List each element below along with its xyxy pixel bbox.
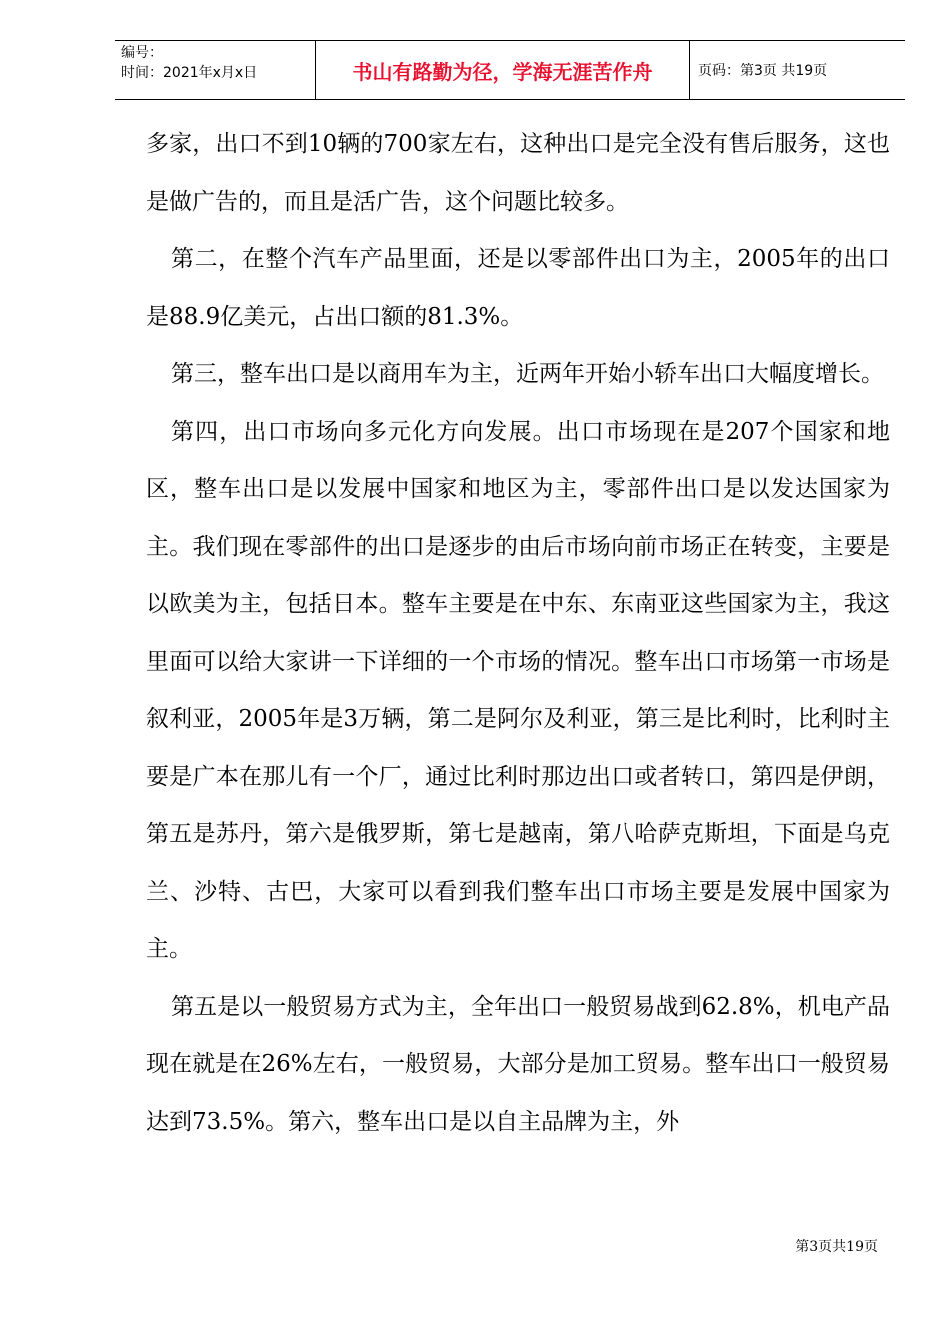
paragraph-continued: 多家，出口不到10辆的700家左右，这种出口是完全没有售后服务，这也是做广告的，而且是活广告，这个问题比较多。 (146, 131, 890, 215)
document-time-label: 时间：2021年x月x日 (121, 65, 258, 81)
paragraph-fourth: 第四，出口市场向多元化方向发展。出口市场现在是207个国家和地区，整车出口是以发展中国家和地区为主，零部件出口是以发达国家为主。我们现在零部件的出口是逐步的由后市场向前市场正在转变，主要是以欧美为主，包括日本。整车主要是在中东、东南亚这些国家为主，我这里面可以给大家讲一下详细的一个市场的情况。整车出口市场第一市场是叙利亚，2005年是3万辆，第二是阿尔及利亚，第三是比利时，比利时主要是广本在那儿有一个厂，通过比利时那边出口或者转口，第四是伊朗，第五是苏丹，第六是俄罗斯，第七是越南，第八哈萨克斯坦，下面是乌克兰、沙特、古巴，大家可以看到我们整车出口市场主要是发展中国家为主。 (146, 418, 890, 962)
header-motto: 书山有路勤为径，学海无涯苦作舟 (316, 41, 690, 99)
page-footer: 第3页共19页 (795, 1239, 878, 1255)
paragraph-fifth: 第五是以一般贸易方式为主，全年出口一般贸易战到62.8%，机电产品现在就是在26%左右，一般贸易，大部分是加工贸易。整车出口一般贸易达到73.5%。第六，整车出口是以自主品牌为主，外 (146, 993, 890, 1135)
header-page-number: 页码：第3页 共19页 (698, 63, 828, 79)
page-header (115, 40, 905, 100)
header-meta (115, 41, 316, 99)
paragraph-third: 第三，整车出口是以商用车为主，近两年开始小轿车出口大幅度增长。 (171, 361, 884, 387)
document-number-label: 编号： (121, 45, 163, 61)
paragraph-second: 第二，在整个汽车产品里面，还是以零部件出口为主，2005年的出口是88.9亿美元，占出口额的81.3%。 (146, 246, 890, 330)
document-body (146, 116, 890, 1151)
